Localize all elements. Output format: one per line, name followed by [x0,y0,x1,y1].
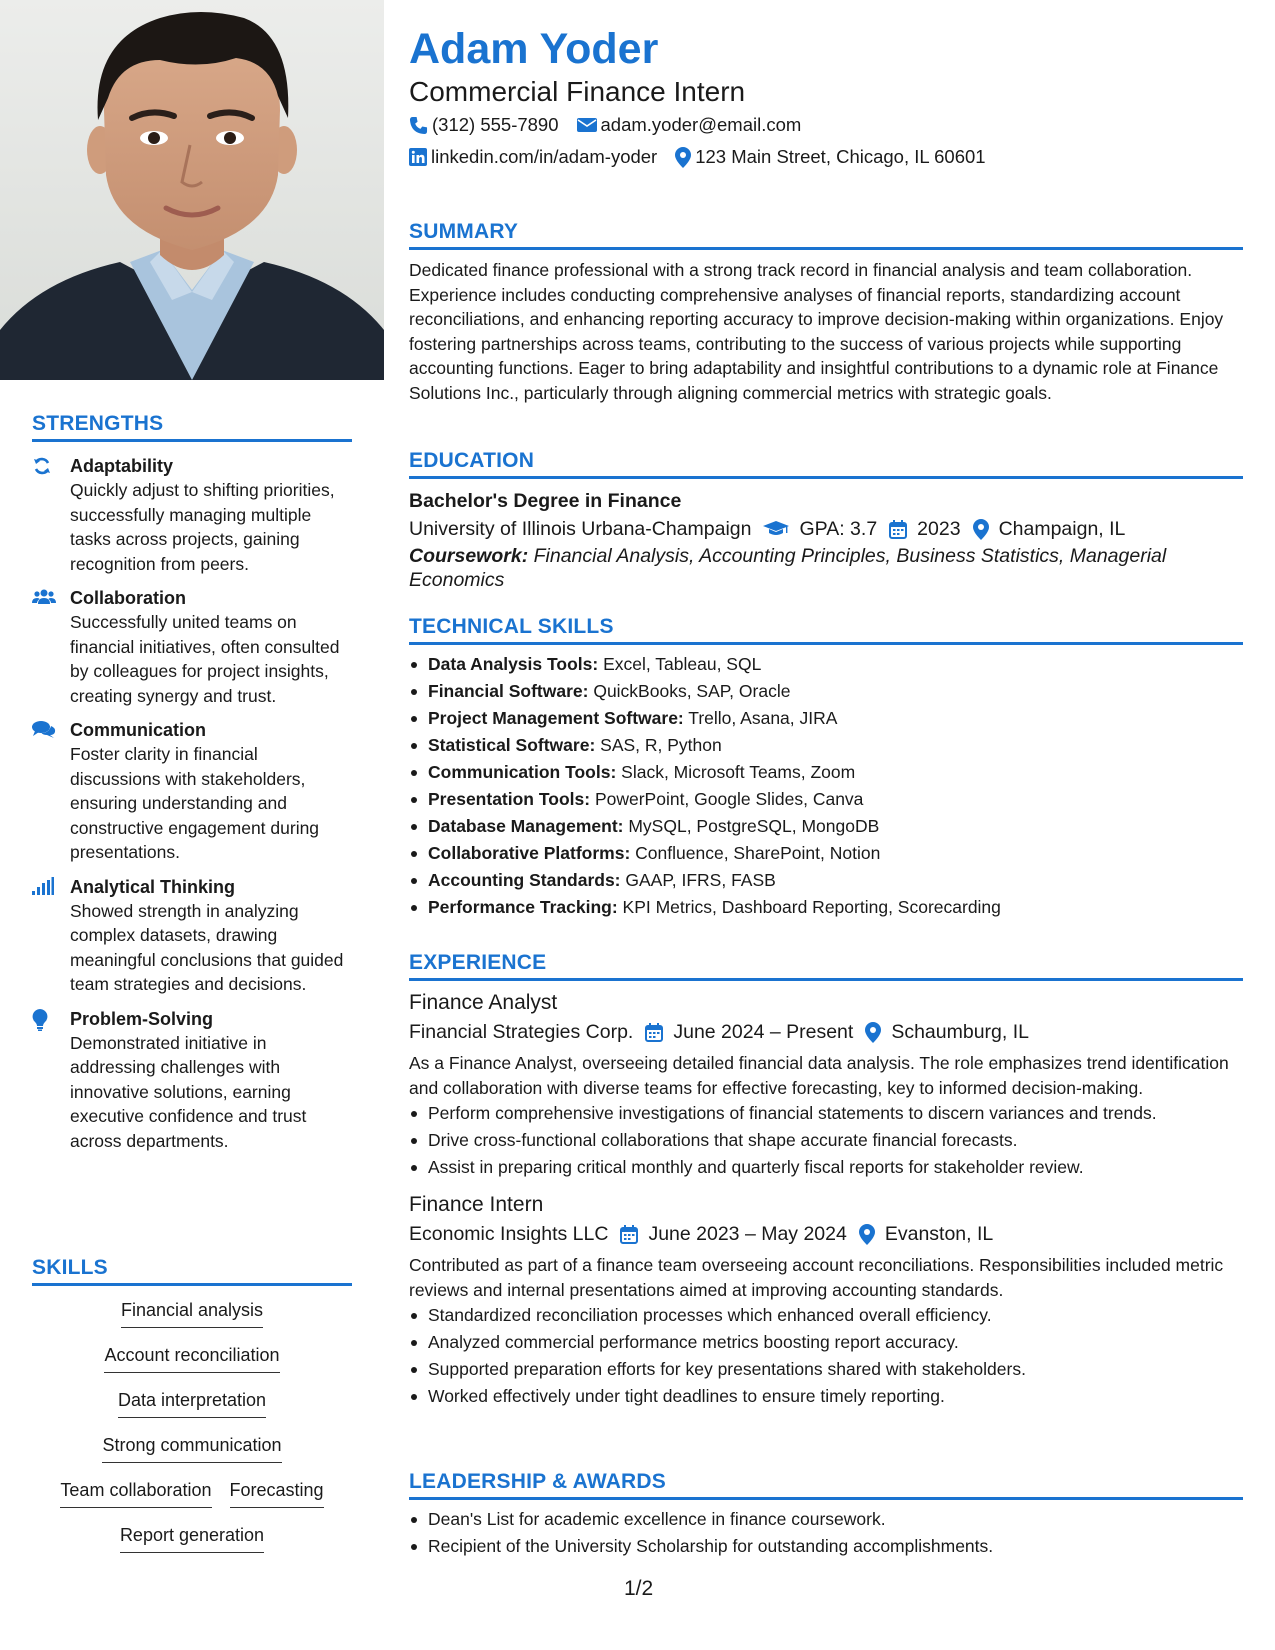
linkedin-icon [409,148,427,166]
address-contact [675,145,985,169]
coursework-label: Coursework: [409,545,529,567]
skill-label: Data Analysis Tools: [428,654,599,674]
contact-line-1 [409,113,819,137]
address-text: 123 Main Street, Chicago, IL 60601 [695,146,986,167]
location-text: Champaign, IL [998,518,1126,540]
dates-text: June 2024 – Present [673,1021,854,1043]
list-item [409,894,1243,921]
skill-label: Collaborative Platforms: [428,843,631,863]
strength-title: Analytical Thinking [70,876,236,897]
list-item: Standardized reconciliation processes which enhanced overall efficiency. [409,1302,1243,1329]
phone-text: (312) 555-7890 [432,114,559,135]
list-item: Supported preparation efforts for key presentations shared with stakeholders. [409,1356,1243,1383]
list-item: Perform comprehensive investigations of financial statements to discern variances and trends. [409,1100,1243,1127]
skill-value: KPI Metrics, Dashboard Reporting, Scorecarding [622,897,1001,917]
strength-description: Foster clarity in financial discussions with stakeholders, ensuring understanding and constructive engagement during presentations. [70,744,320,862]
skill-label: Accounting Standards: [428,870,621,890]
list-item [409,867,1243,894]
skill-tag: Team collaboration [60,1478,211,1508]
company-name: Economic Insights LLC [409,1223,609,1245]
email-contact[interactable] [577,113,802,137]
summary-text: Dedicated finance professional with a strong track record in financial analysis and team collaboration. Experience includes conducting comprehensive analyses of financial reports, standardizing account reconciliations, and enhancing reporting accuracy to improve decision-making within organizations. Enjoy fostering partnerships across teams, contributing to the success of various projects while supporting accounting functions. Eager to bring adaptability and insightful contributions to a dynamic role at Finance Solutions Inc., particularly through aligning commercial metrics with strategic goals. [409,260,1224,403]
skill-value: PowerPoint, Google Slides, Canva [594,789,864,809]
awards-heading: LEADERSHIP & AWARDS [409,1470,1243,1500]
strength-title: Collaboration [70,588,186,608]
strengths-section [32,412,352,1153]
strength-item [32,586,352,708]
list-item [409,651,1243,678]
list-item [409,813,1243,840]
signal-bars-icon [32,875,70,997]
skill-value: GAAP, IFRS, FASB [625,870,776,890]
list-item [409,732,1243,759]
summary-heading: SUMMARY [409,220,1243,250]
skill-tag: Forecasting [230,1478,324,1508]
lightbulb-icon [32,1007,70,1154]
company-name: Financial Strategies Corp. [409,1021,634,1043]
location-text: Evanston, IL [884,1223,994,1245]
map-pin-icon [675,147,691,168]
job-title: Finance Intern [409,1193,544,1216]
skill-label: Financial Software: [428,681,589,701]
strength-item [32,1007,352,1154]
comments-icon [32,718,70,865]
job-bullets [409,1100,1243,1181]
skill-value: Confluence, SharePoint, Notion [635,843,881,863]
list-item [409,705,1243,732]
candidate-role: Commercial Finance Intern [409,76,746,107]
profile-photo [0,0,384,380]
skill-label: Database Management: [428,816,624,836]
list-item: Assist in preparing critical monthly and quarterly fiscal reports for stakeholder review. [409,1154,1243,1181]
list-item [409,786,1243,813]
year-item [889,514,960,544]
phone-contact[interactable] [409,113,559,137]
technical-skills-section [409,615,1243,921]
skills-heading: SKILLS [32,1256,352,1286]
job-summary: As a Finance Analyst, overseeing detailed financial data analysis. The role emphasizes trend identification and collaboration with diverse teams for effective forecasting, key to informed decision-making. [409,1053,1229,1098]
skill-value: SAS, R, Python [600,735,722,755]
graduation-cap-icon [763,520,789,538]
dates-item [620,1219,846,1249]
skill-value: Excel, Tableau, SQL [603,654,762,674]
strength-title: Communication [70,720,207,740]
phone-icon [409,116,428,135]
envelope-icon [577,117,597,133]
skill-value: Trello, Asana, JIRA [688,708,838,728]
skill-label: Presentation Tools: [428,789,591,809]
skill-value: MySQL, PostgreSQL, MongoDB [628,816,880,836]
list-item: Recipient of the University Scholarship for outstanding accomplishments. [409,1533,1243,1560]
calendar-icon [620,1225,638,1244]
degree-title: Bachelor's Degree in Finance [409,490,682,512]
skill-tag: Financial analysis [121,1298,263,1328]
skill-label: Performance Tracking: [428,897,618,917]
linkedin-contact[interactable] [409,145,657,169]
profile-photo-illustration [0,0,384,380]
map-pin-icon [973,519,989,540]
map-pin-icon [865,1022,881,1043]
skill-tag: Account reconciliation [104,1343,279,1373]
technical-skills-heading: TECHNICAL SKILLS [409,615,1243,645]
job-summary: Contributed as part of a finance team overseeing account reconciliations. Responsibilities included metric reviews and internal presentations aimed at improving accounting standards. [409,1255,1224,1300]
dates-item [645,1017,853,1047]
skill-value: Slack, Microsoft Teams, Zoom [621,762,856,782]
education-heading: EDUCATION [409,449,1243,479]
strength-title: Adaptability [70,456,174,476]
strengths-heading: STRENGTHS [32,412,352,442]
left-column [0,0,384,1650]
skill-label: Statistical Software: [428,735,596,755]
page-number: 1/2 [624,1577,654,1600]
users-icon [32,586,70,708]
list-item: Dean's List for academic excellence in finance coursework. [409,1506,1243,1533]
strength-item [32,875,352,997]
experience-section [409,951,1243,1410]
strength-description: Successfully united teams on financial initiatives, often consulted by colleagues for project insights, creating synergy and trust. [70,612,340,706]
strength-description: Quickly adjust to shifting priorities, successfully managing multiple tasks across projects, gaining recognition from peers. [70,480,335,574]
skill-tag: Strong communication [102,1433,281,1463]
job-meta [409,1017,1243,1047]
skill-label: Communication Tools: [428,762,617,782]
skill-tag: Data interpretation [118,1388,266,1418]
location-item [865,1017,1029,1047]
strength-title: Problem-Solving [70,1008,214,1029]
linkedin-text: linkedin.com/in/adam-yoder [431,146,658,167]
email-text: adam.yoder@email.com [600,114,802,135]
list-item [409,759,1243,786]
technical-skills-list [409,651,1243,921]
skill-tag: Report generation [120,1523,264,1553]
gpa-text: GPA: 3.7 [799,518,878,540]
summary-section [409,220,1243,405]
list-item: Drive cross-functional collaborations that shape accurate financial forecasts. [409,1127,1243,1154]
list-item [409,678,1243,705]
coursework-text: Financial Analysis, Accounting Principles, Business Statistics, Managerial Economics [409,545,1167,591]
coursework [409,544,1243,592]
strength-item [32,454,352,576]
experience-heading: EXPERIENCE [409,951,1243,981]
awards-section [409,1470,1243,1560]
skill-value: QuickBooks, SAP, Oracle [593,681,791,701]
calendar-icon [889,520,907,539]
strength-description: Showed strength in analyzing complex datasets, drawing meaningful conclusions that guided team strategies and decisions. [70,900,344,994]
job-title: Finance Analyst [409,991,558,1014]
job-bullets [409,1302,1243,1410]
location-text: Schaumburg, IL [891,1021,1029,1043]
map-pin-icon [859,1224,875,1245]
location-item [859,1219,993,1249]
strength-item [32,718,352,865]
location-item [973,514,1126,544]
gpa-item [763,514,877,544]
contact-line-2 [409,145,1004,169]
skill-tags [32,1298,352,1568]
education-section [409,449,1243,592]
list-item: Worked effectively under tight deadlines to ensure timely reporting. [409,1383,1243,1410]
education-meta [409,514,1243,544]
skill-label: Project Management Software: [428,708,684,728]
dates-text: June 2023 – May 2024 [648,1223,847,1245]
list-item: Analyzed commercial performance metrics boosting report accuracy. [409,1329,1243,1356]
candidate-name: Adam Yoder [409,25,659,73]
job-meta [409,1219,1243,1249]
strength-description: Demonstrated initiative in addressing challenges with innovative solutions, earning executive confidence and trust across departments. [70,1032,307,1151]
year-text: 2023 [917,518,961,540]
sync-icon [32,454,70,576]
skills-section [32,1256,352,1568]
list-item [409,840,1243,867]
calendar-icon [645,1023,663,1042]
school-name: University of Illinois Urbana-Champaign [409,518,752,540]
awards-list [409,1506,1243,1560]
